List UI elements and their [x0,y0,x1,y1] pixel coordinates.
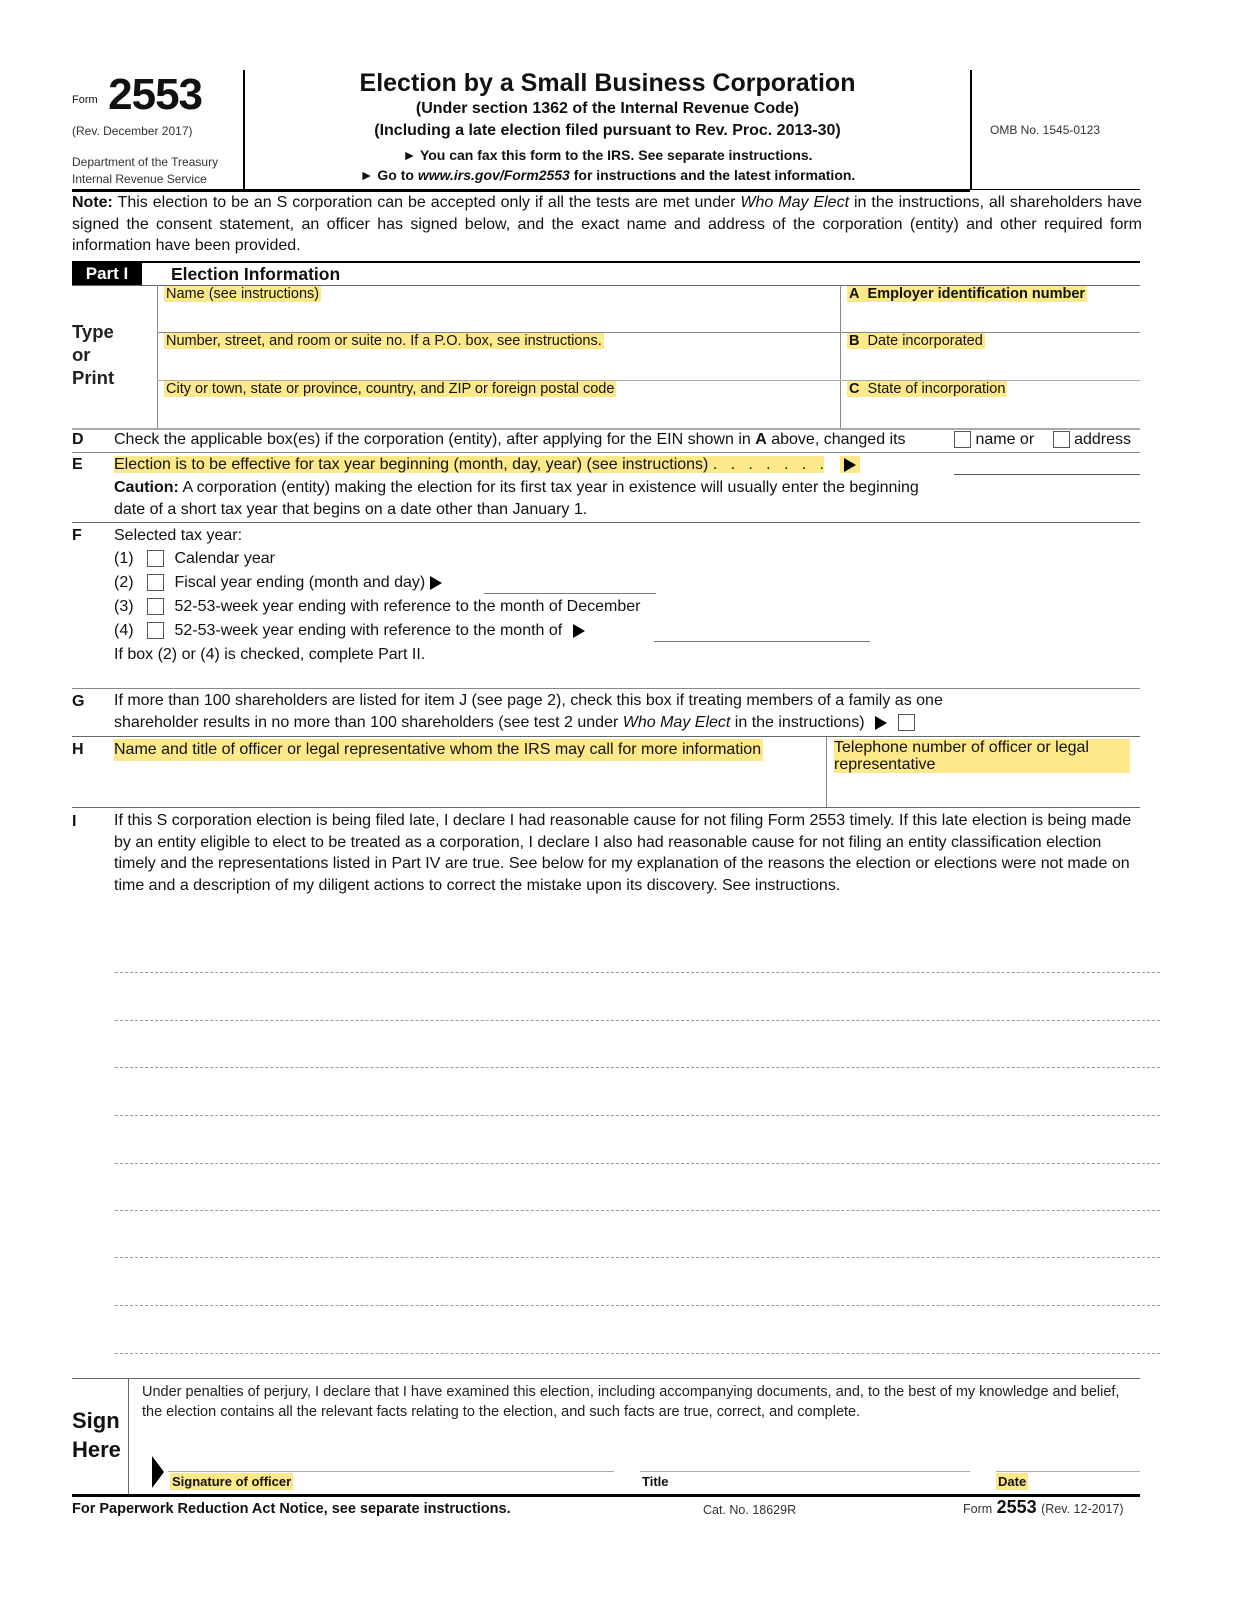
signature-arrow-icon [152,1456,164,1488]
street-address-field[interactable] [158,333,840,380]
form-title: Election by a Small Business Corporation [359,69,856,97]
tax-year-option-1: (1) Calendar year [114,550,275,567]
explanation-line[interactable] [115,1067,1160,1068]
officer-title-field[interactable] [640,1452,970,1472]
corporation-name-label: Name (see instructions) [166,286,320,302]
explanation-line[interactable] [115,1163,1160,1164]
part1-tag: Part I [72,263,142,285]
arrow-right-icon [840,456,860,473]
goto-note: ► Go to www.irs.gov/Form2553 for instructions and the latest information. [359,167,856,183]
explanation-line[interactable] [115,1020,1160,1021]
tax-year-option-4: (4) 52-53-week year ending with reference to the month of [114,620,585,642]
note-paragraph: Note: This election to be an S corporation can be accepted only if all the tests are met under Who May Elect in the instructions, all shareholders have signed the consent statement, an officer has signed below, and the exact name and address of the corporation (entity) and other required form information have been provided. [72,194,1143,254]
line-g-text: If more than 100 shareholders are listed for item J (see page 2), check this box if treating members of a family as one shareholder results in no more than 100 shareholders (see test 2 under Who May Elect in the instructions) [114,692,943,731]
date-incorporated-label: B Date incorporated [849,333,983,349]
service: Internal Revenue Service [72,172,207,186]
explanation-line[interactable] [115,1210,1160,1211]
address-changed-label: address [1074,431,1131,448]
form-subtitle-1: (Under section 1362 of the Internal Revenue Code) [415,100,800,117]
form-subtitle-2: (Including a late election filed pursuant to Rev. Proc. 2013-30) [374,122,841,139]
title-label: Title [642,1474,669,1489]
department: Department of the Treasury [72,155,219,169]
line-f-footer: If box (2) or (4) is checked, complete Part II. [114,646,426,663]
line-e-text: Election is to be effective for tax year beginning (month, day, year) (see instructions) . . . . . . . [114,454,860,476]
line-f-rule [72,688,1140,689]
signature-label: Signature of officer [172,1474,292,1489]
city-state-zip-label: City or town, state or province, country, and ZIP or foreign postal code [166,381,615,397]
ein-field[interactable] [841,286,1140,332]
omb-number: OMB No. 1545-0123 [990,123,1101,137]
perjury-declaration: Under penalties of perjury, I declare that I have examined this election, including accompanying documents, and, to the best of my knowledge and belief, the election contains all the relevant facts relating to the election, and such facts are true, correct, and complete. [142,1384,1120,1420]
line-h-divider [826,737,827,808]
line-f-letter: F [72,527,82,544]
form-number: 2553 [108,70,203,119]
line-d-rule [72,452,1140,453]
revision-date: (Rev. December 2017) [72,124,193,138]
paperwork-notice: For Paperwork Reduction Act Notice, see separate instructions. [72,1501,511,1517]
officer-signature-field[interactable] [168,1452,614,1472]
line-h-rule [72,807,1140,808]
arrow-right-icon [573,624,585,638]
line-d-text: Check the applicable box(es) if the corporation (entity), after applying for the EIN shown in A above, changed its [114,431,906,448]
explanation-line[interactable] [115,1257,1160,1258]
form-id-block [72,70,244,120]
footer-form-id: Form 2553 (Rev. 12-2017) [963,1497,1124,1517]
sign-top-rule [72,1378,1140,1379]
state-of-incorporation-label: C State of incorporation [849,381,1006,397]
explanation-line[interactable] [115,1115,1160,1116]
line-e-caution: Caution: A corporation (entity) making the election for its first tax year in existence will usually enter the beginning date of a short tax year that begins on a date other than January 1. [114,479,919,518]
explanation-line[interactable] [115,1353,1160,1354]
title-block [245,68,970,185]
arrow-right-icon [875,716,887,730]
catalog-number: Cat. No. 18629R [703,1503,797,1517]
address-changed-checkbox[interactable] [1053,431,1070,448]
line-h-letter: H [72,741,84,758]
explanation-line[interactable] [115,1305,1160,1306]
fiscal-year-checkbox[interactable] [147,574,164,591]
part1-title: Election Information [171,264,341,284]
line-g-letter: G [72,693,85,710]
line-d-options [954,429,1131,450]
officer-name-label: Name and title of officer or legal representative whom the IRS may call for more information [114,739,763,761]
line-g-rule [72,736,1140,737]
fiscal-year-ending-input[interactable] [484,574,656,594]
date-incorporated-field[interactable] [841,333,1140,380]
header-bottom-rule-right [970,189,1140,190]
header-divider-right [970,70,972,190]
explanation-line[interactable] [115,972,1160,973]
line-i-letter: I [72,813,77,830]
type-or-print-label: Type or Print [72,321,115,388]
form-header [0,0,1236,200]
fax-note: ► You can fax this form to the IRS. See separate instructions. [402,147,813,163]
calendar-year-checkbox[interactable] [147,550,164,567]
family-members-checkbox[interactable] [898,714,915,731]
line-d-letter: D [72,431,84,448]
tax-year-option-3: (3) 52-53-week year ending with reference to the month of December [114,598,641,615]
week-year-month-checkbox[interactable] [147,622,164,639]
officer-phone-field[interactable] [834,738,1140,808]
officer-name-field[interactable] [114,738,826,808]
irs-url-link[interactable]: www.irs.gov/Form2553 [417,167,570,183]
name-changed-label: name or [975,431,1035,448]
sign-divider [128,1378,129,1496]
ein-label: A Employer identification number [849,286,1086,302]
officer-phone-label: Telephone number of officer or legal representative [834,739,1130,773]
date-label: Date [998,1474,1027,1489]
line-f-title: Selected tax year: [114,527,243,544]
form-word: Form [72,94,98,106]
line-e-rule [72,522,1140,523]
tax-year-option-2: (2) Fiscal year ending (month and day) [114,572,442,594]
street-address-label: Number, street, and room or suite no. If a P.O. box, see instructions. [166,333,602,349]
line-i-text: If this S corporation election is being filed late, I declare I had reasonable cause for not filing Form 2553 timely. If this late election is being made by an entity eligible to elect to be treated as a corporation, I declare I also had reasonable cause for not filing an entity classification election timely and the representations listed in Part IV are true. See below for my explanation of the reasons the election or elections were not made on time and a description of my diligent actions to correct the mistake upon its discovery. See instructions. [114,812,1132,894]
sign-here-heading: Sign Here [72,1408,121,1462]
effective-date-input[interactable] [954,455,1140,475]
city-state-zip-field[interactable] [158,381,840,428]
line-e-letter: E [72,456,83,473]
arrow-right-icon: ► [402,147,417,163]
week-year-month-input[interactable] [654,622,870,642]
arrow-right-icon: ► [359,167,374,183]
week-year-december-checkbox[interactable] [147,598,164,615]
state-of-incorporation-field[interactable] [841,381,1140,428]
arrow-right-icon [430,576,442,590]
signature-date-field[interactable] [996,1452,1140,1472]
corporation-name-field[interactable] [158,286,840,332]
name-changed-checkbox[interactable] [954,431,971,448]
